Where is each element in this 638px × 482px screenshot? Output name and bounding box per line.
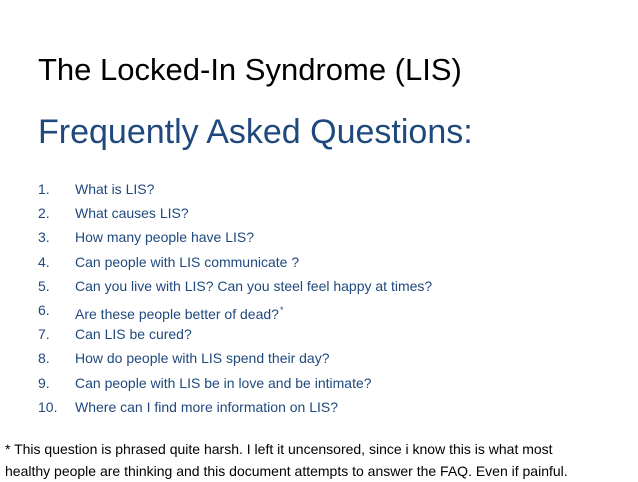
faq-item-text <box>75 299 283 325</box>
faq-item-number: 1. <box>38 181 50 197</box>
faq-item-number: 5. <box>38 277 50 294</box>
footnote <box>5 438 638 482</box>
faq-item-number: 2. <box>38 205 50 222</box>
faq-item-text: Can LIS be cured? <box>75 326 192 343</box>
faq-item-text-main: Are these people better of dead? <box>75 305 279 322</box>
footnote-line-1: * This question is phrased quite harsh. I left it uncensored, since i know this is what most <box>5 441 553 457</box>
faq-item-number: 3. <box>38 229 50 246</box>
faq-item-text: What is LIS? <box>75 181 155 197</box>
footnote-line-2: healthy people are thinking and this document attempts to answer the FAQ. Even if painful. <box>5 463 568 479</box>
faq-item-number: 6. <box>38 301 50 318</box>
faq-item-text: How many people have LIS? <box>75 229 254 246</box>
faq-item-number: 7. <box>38 326 50 343</box>
footnote-marker: * <box>279 304 284 315</box>
faq-item-number: 10. <box>38 398 58 415</box>
faq-item-text: Can people with LIS communicate ? <box>75 253 300 270</box>
faq-item-number: 9. <box>38 374 50 391</box>
slide-title: The Locked-In Syndrome (LIS) <box>38 52 462 87</box>
faq-item-text: Can people with LIS be in love and be intimate? <box>75 374 372 391</box>
faq-item-text: Can you live with LIS? Can you steel feel happy at times? <box>75 277 433 294</box>
faq-item-text: Where can I find more information on LIS? <box>75 398 339 415</box>
slide-subtitle: Frequently Asked Questions: <box>38 113 473 151</box>
faq-item-number: 4. <box>38 253 50 270</box>
faq-item-text: What causes LIS? <box>75 205 189 222</box>
faq-item-text: How do people with LIS spend their day? <box>75 350 330 367</box>
faq-item-number: 8. <box>38 350 50 367</box>
